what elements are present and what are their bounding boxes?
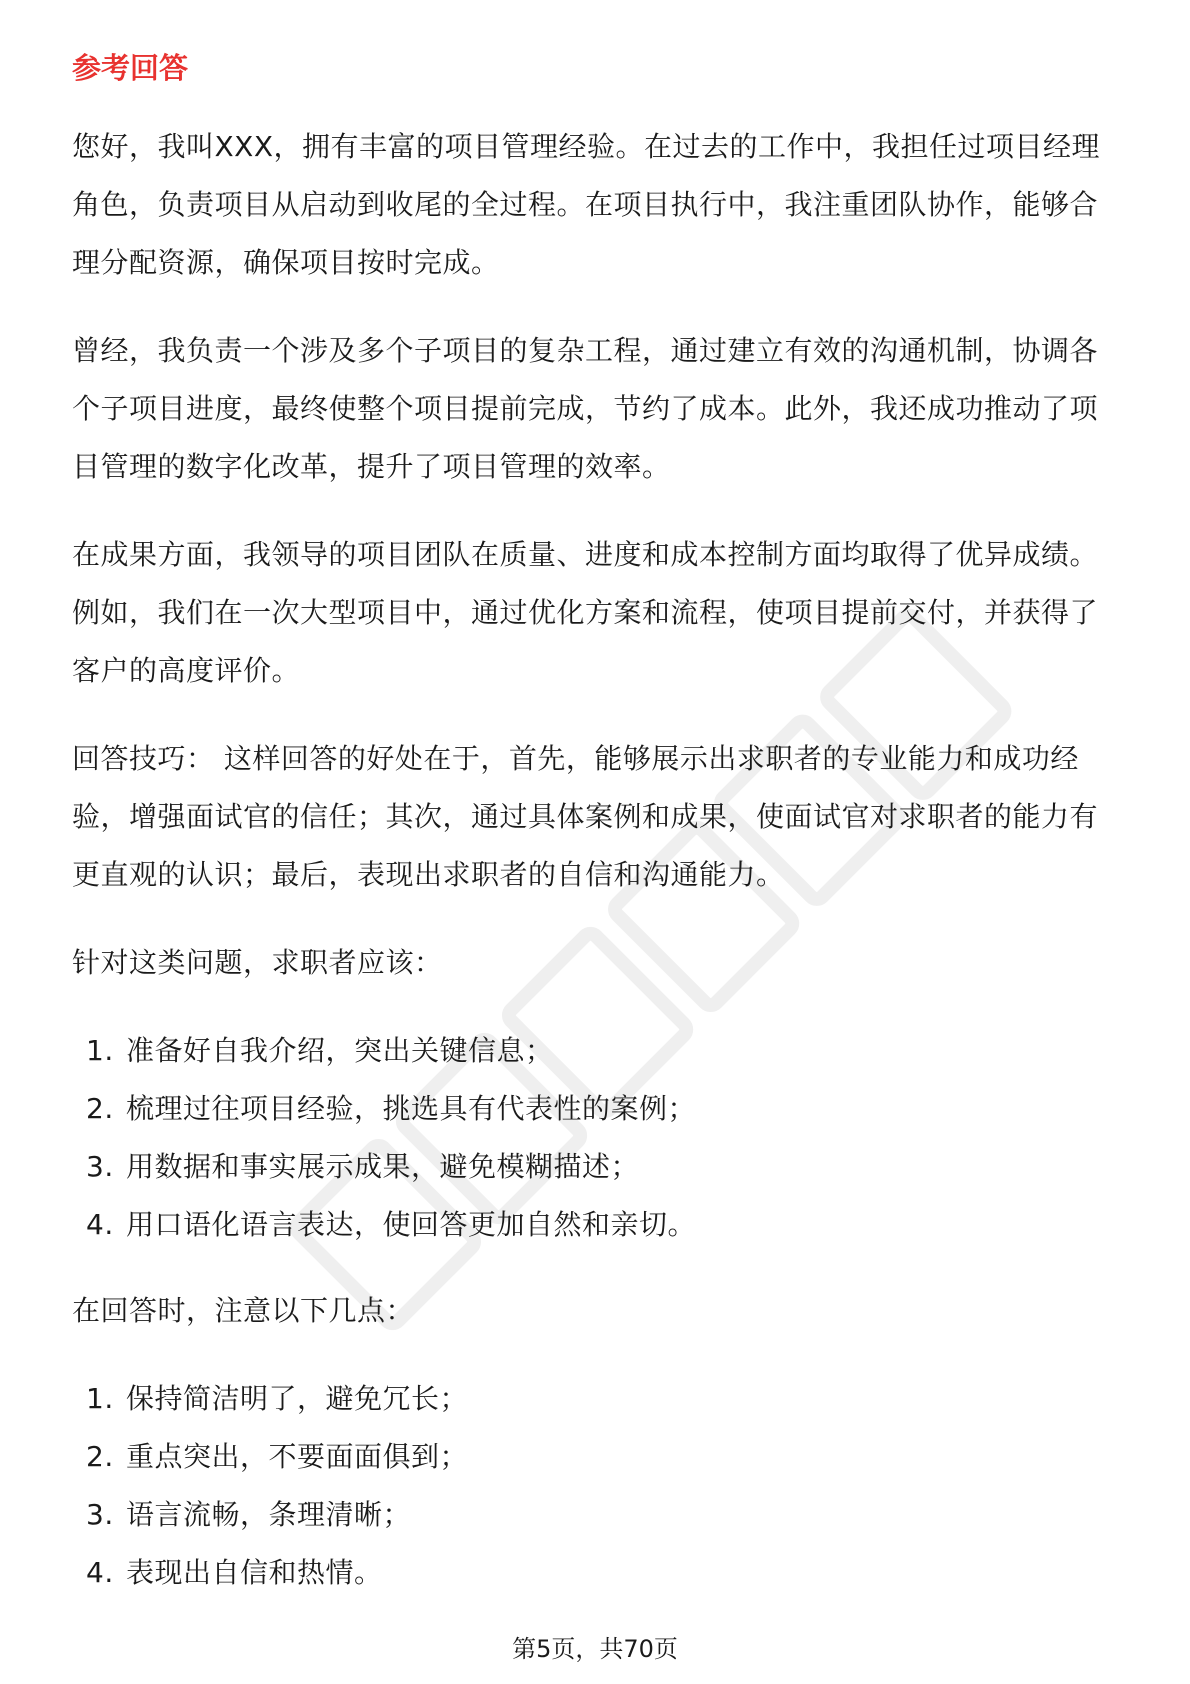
section-heading: 参考回答 — [72, 51, 189, 85]
list-intro-2: 在回答时，注意以下几点： — [72, 1294, 415, 1327]
paragraph-experience: 曾经，我负责一个涉及多个子项目的复杂工程，通过建立有效的沟通机制，协调各个子项目进度，最终使整个项目提前完成，节约了成本。此外，我还成功推动了项目管理的数字化改革，提升了项目管理的效率。 — [72, 334, 1099, 483]
list-intro-1: 针对这类问题，求职者应该： — [72, 946, 443, 979]
list-item: 1. 保持简洁明了，避免冗长； — [86, 1382, 469, 1415]
page-number: 第5页，共70页 — [512, 1635, 678, 1663]
paragraph-tips: 回答技巧： 这样回答的好处在于，首先，能够展示出求职者的专业能力和成功经验，增强面试官的信任；其次，通过具体案例和成果，使面试官对求职者的能力有更直观的认识；最后，表现出求职者的自信和沟通能力。 — [72, 742, 1099, 891]
paragraph-results: 在成果方面，我领导的项目团队在质量、进度和成本控制方面均取得了优异成绩。例如，我们在一次大型项目中，通过优化方案和流程，使项目提前交付，并获得了客户的高度评价。 — [72, 538, 1099, 687]
tips-list-2 — [72, 1370, 1122, 1602]
list-item: 2. 梳理过往项目经验，挑选具有代表性的案例； — [86, 1092, 697, 1125]
paragraph-intro: 您好，我叫XXX，拥有丰富的项目管理经验。在过去的工作中，我担任过项目经理角色，负责项目从启动到收尾的全过程。在项目执行中，我注重团队协作，能够合理分配资源，确保项目按时完成。 — [72, 130, 1101, 279]
list-item: 3. 语言流畅，条理清晰； — [86, 1498, 412, 1531]
list-item: 2. 重点突出，不要面面俱到； — [86, 1440, 469, 1473]
list-item: 1. 准备好自我介绍，突出关键信息； — [86, 1034, 554, 1067]
tips-list-1 — [72, 1022, 1122, 1254]
document-body — [72, 48, 1122, 1630]
list-item: 4. 表现出自信和热情。 — [86, 1556, 383, 1589]
list-item: 3. 用数据和事实展示成果，避免模糊描述； — [86, 1150, 640, 1183]
list-item: 4. 用口语化语言表达，使回答更加自然和亲切。 — [86, 1208, 697, 1241]
